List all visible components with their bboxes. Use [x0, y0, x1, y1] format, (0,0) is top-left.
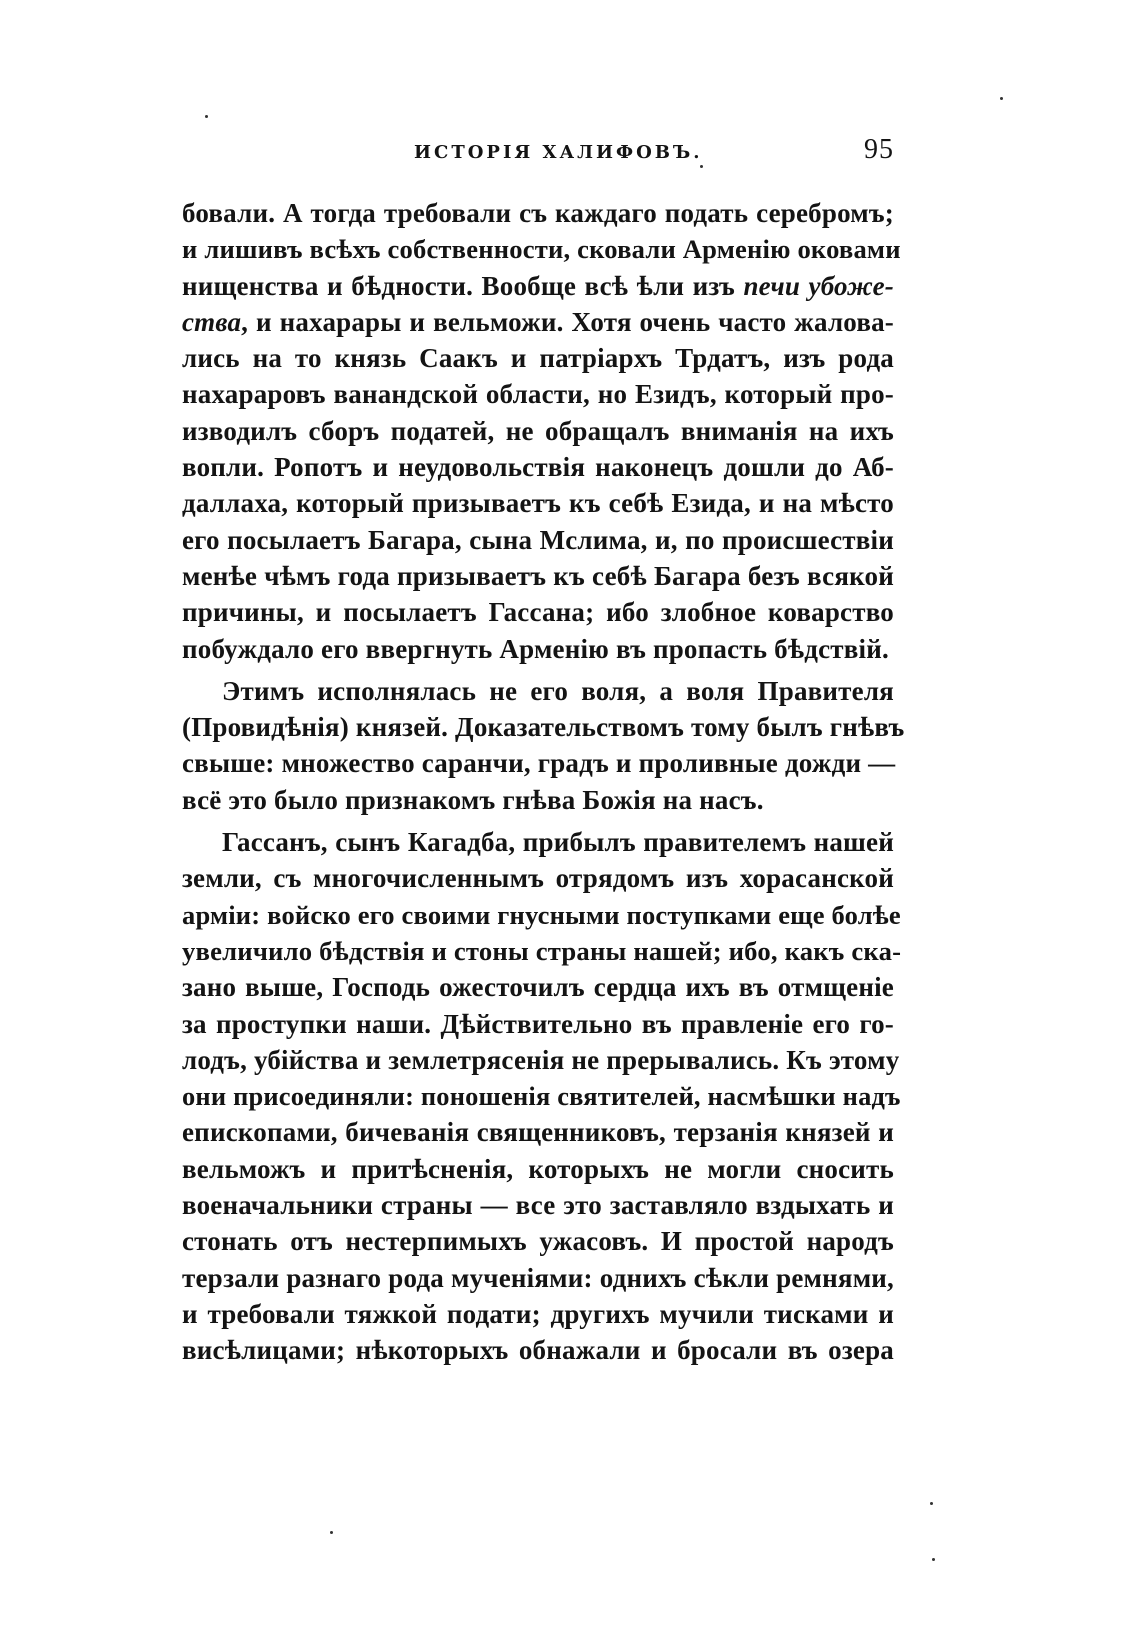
- text-line: лодъ, убійства и землетрясенія не прерывались. Къ этому: [182, 1044, 900, 1075]
- text-line: висѣлицами; нѣкоторыхъ обнажали и бросали въ озера: [182, 1335, 894, 1366]
- text-line: изводилъ сборъ податей, не обращалъ вниманія на ихъ: [182, 415, 894, 446]
- text-line: всё это было признакомъ гнѣва Божія на насъ.: [182, 784, 764, 815]
- scan-speck: [330, 1531, 333, 1534]
- text-line: арміи: войско его своими гнусными поступками еще болѣе: [182, 899, 901, 930]
- text-line: свыше: множество саранчи, градъ и проливные дожди —: [182, 748, 896, 779]
- italic-phrase: печи убоже-: [743, 270, 895, 301]
- paragraph: [182, 824, 902, 1368]
- body-text: [182, 195, 905, 1369]
- paragraph: [182, 195, 901, 667]
- running-title: ИСТОРІЯ ХАЛИФОВЪ.: [414, 142, 703, 163]
- text-line: военачальники страны — все это заставляло вздыхать и: [182, 1190, 894, 1221]
- text-line: Гассанъ, сынъ Кагадба, прибылъ правителемъ нашей: [222, 827, 894, 858]
- scan-speck: [700, 165, 703, 168]
- text-line: (Провидѣнія) князей. Доказательствомъ тому былъ гнѣвъ: [182, 712, 905, 743]
- paragraph: [182, 673, 905, 818]
- page-header: [182, 134, 894, 174]
- text-line: вельможъ и притѣсненія, которыхъ не могли сносить: [182, 1153, 894, 1184]
- text-line: даллаха, который призываетъ къ себѣ Езида, и на мѣсто: [182, 488, 894, 519]
- text-line: они присоединяли: поношенія святителей, насмѣшки надъ: [182, 1081, 901, 1112]
- text-line: за проступки наши. Дѣйствительно въ правленіе его го-: [182, 1008, 894, 1039]
- text-line: Этимъ исполнялась не его воля, а воля Правителя: [222, 675, 894, 706]
- scan-speck: [1000, 97, 1003, 100]
- page-number: 95: [864, 134, 894, 165]
- text-line: его посылаетъ Багара, сына Мслима, и, по происшествіи: [182, 524, 894, 555]
- text-line: стонать отъ нестерпимыхъ ужасовъ. И простой народъ: [182, 1226, 894, 1257]
- text-line: земли, съ многочисленнымъ отрядомъ изъ хорасанской: [182, 863, 894, 894]
- text-line: и требовали тяжкой подати; другихъ мучили тисками и: [182, 1298, 894, 1329]
- scan-speck: [205, 115, 208, 118]
- text-line: бовали. А тогда требовали съ каждаго подать серебромъ;: [182, 198, 894, 228]
- scan-speck: [930, 1502, 933, 1505]
- text-line: терзали разнаго рода мученіями: однихъ сѣкли ремнями,: [182, 1262, 894, 1293]
- text-line: увеличило бѣдствія и стоны страны нашей; ибо, какъ ска-: [182, 935, 902, 966]
- text-line: нищенства и бѣдности. Вообще всѣ ѣли изъ печи убоже-: [182, 270, 895, 301]
- scan-speck: [932, 1558, 935, 1561]
- text-line: и лишивъ всѣхъ собственности, сковали Арменію оковами: [182, 234, 901, 265]
- text-line: епископами, бичеванія священниковъ, терзанія князей и: [182, 1117, 894, 1148]
- text-line: менѣе чѣмъ года призываетъ къ себѣ Багара безъ всякой: [182, 560, 894, 591]
- text-line: нахараровъ ванандской области, но Езидъ, который про-: [182, 379, 894, 410]
- text-line: побуждало его ввергнуть Арменію въ пропасть бѣдствій.: [182, 633, 889, 664]
- text-line: причины, и посылаетъ Гассана; ибо злобное коварство: [182, 597, 894, 628]
- text-line: лись на то князь Саакъ и патріархъ Трдатъ, изъ рода: [182, 343, 894, 374]
- text-line: зано выше, Господь ожесточилъ сердца ихъ въ отмщеніе: [182, 972, 894, 1003]
- italic-phrase: ства: [182, 306, 242, 337]
- text-line: вопли. Ропотъ и неудовольствія наконецъ дошли до Аб-: [182, 452, 894, 483]
- text-line: ства, и нахарары и вельможи. Хотя очень часто жалова-: [182, 306, 894, 337]
